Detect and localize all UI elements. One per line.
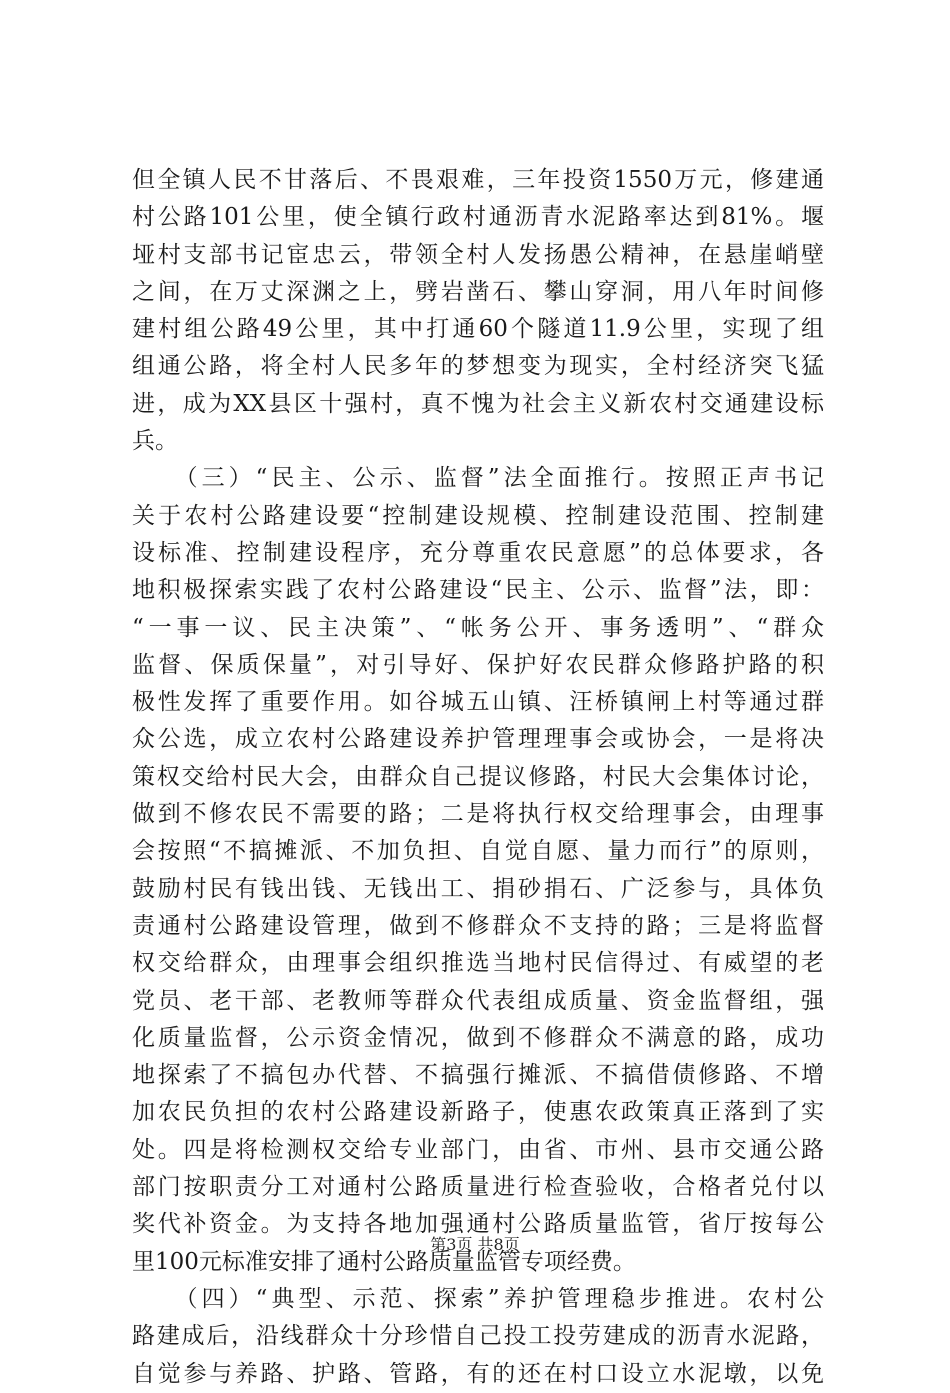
text-line: 会按照“不搞摊派、不加负担、自觉自愿、量力而行”的原则， bbox=[132, 838, 824, 865]
text-line: 路建成后，沿线群众十分珍惜自己投工投劳建成的沥青水泥路， bbox=[132, 1323, 824, 1350]
text-line: “一事一议、民主决策”、“帐务公开、事务透明”、“群众 bbox=[132, 614, 824, 641]
text-line: 部门按职责分工对通村公路质量进行检查验收，合格者兑付以 bbox=[132, 1174, 824, 1201]
text-line: 做到不修农民不需要的路；二是将执行权交给理事会，由理事 bbox=[132, 801, 824, 828]
text-line: 责通村公路建设管理，做到不修群众不支持的路；三是将监督 bbox=[132, 912, 824, 939]
text-line: 但全镇人民不甘落后、不畏艰难，三年投资1550万元，修建通 bbox=[132, 167, 824, 193]
text-line: 奖代补资金。为支持各地加强通村公路质量监管，省厅按每公 bbox=[132, 1211, 824, 1238]
text-line: 地积极探索实践了农村公路建设“民主、公示、监督”法，即： bbox=[132, 577, 824, 604]
text-line: 设标准、控制建设程序，充分尊重农民意愿”的总体要求，各 bbox=[132, 539, 824, 566]
text-line: 垭村支部书记宦忠云，带领全村人发扬愚公精神，在悬崖峭壁 bbox=[132, 241, 824, 268]
text-line: 自觉参与养路、护路、管路，有的还在村口设立水泥墩，以免 bbox=[132, 1360, 824, 1387]
body-text bbox=[132, 162, 824, 1393]
text-line: 加农民负担的农村公路建设新路子，使惠农政策真正落到了实 bbox=[132, 1099, 824, 1126]
text-line: 建村组公路49公里，其中打通60个隧道11.9公里，实现了组 bbox=[132, 316, 824, 343]
page-number-footer: 第3页 共8页 bbox=[430, 1235, 520, 1254]
text-line: 处。四是将检测权交给专业部门，由省、市州、县市交通公路 bbox=[132, 1136, 824, 1163]
text-line: 众公选，成立农村公路建设养护管理理事会或协会，一是将决 bbox=[132, 726, 824, 753]
text-line: 组通公路，将全村人民多年的梦想变为现实，全村经济突飞猛 bbox=[132, 353, 824, 380]
text-line: 监督、保质保量”，对引导好、保护好农民群众修路护路的积 bbox=[132, 651, 824, 678]
text-line: 之间，在万丈深渊之上，劈岩凿石、攀山穿洞，用八年时间修 bbox=[132, 278, 824, 305]
text-line: 党员、老干部、老教师等群众代表组成质量、资金监督组，强 bbox=[132, 987, 824, 1014]
text-line: 关于农村公路建设要“控制建设规模、控制建设范围、控制建 bbox=[132, 502, 824, 529]
text-line: 地探索了不搞包办代替、不搞强行摊派、不搞借债修路、不增 bbox=[132, 1062, 824, 1089]
text-line: 进，成为XX县区十强村，真不愧为社会主义新农村交通建设标 bbox=[132, 390, 824, 417]
text-line: 化质量监督，公示资金情况，做到不修群众不满意的路，成功 bbox=[132, 1024, 824, 1051]
text-line: （三）“民主、公示、监督”法全面推行。按照正声书记 bbox=[132, 465, 824, 492]
text-line: 兵。 bbox=[132, 428, 178, 455]
text-line: 极性发挥了重要作用。如谷城五山镇、汪桥镇闸上村等通过群 bbox=[132, 689, 824, 716]
text-line: 权交给群众，由理事会组织推选当地村民信得过、有威望的老 bbox=[132, 950, 824, 977]
text-line: 鼓励村民有钱出钱、无钱出工、捐砂捐石、广泛参与，具体负 bbox=[132, 875, 824, 902]
text-line: （四）“典型、示范、探索”养护管理稳步推进。农村公 bbox=[132, 1285, 824, 1312]
text-line: 策权交给村民大会，由群众自己提议修路，村民大会集体讨论， bbox=[132, 763, 824, 790]
text-line: 村公路101公里，使全镇行政村通沥青水泥路率达到81%。堰 bbox=[132, 204, 824, 231]
text-line: 里100元标准安排了通村公路质量监管专项经费。 bbox=[132, 1248, 636, 1275]
